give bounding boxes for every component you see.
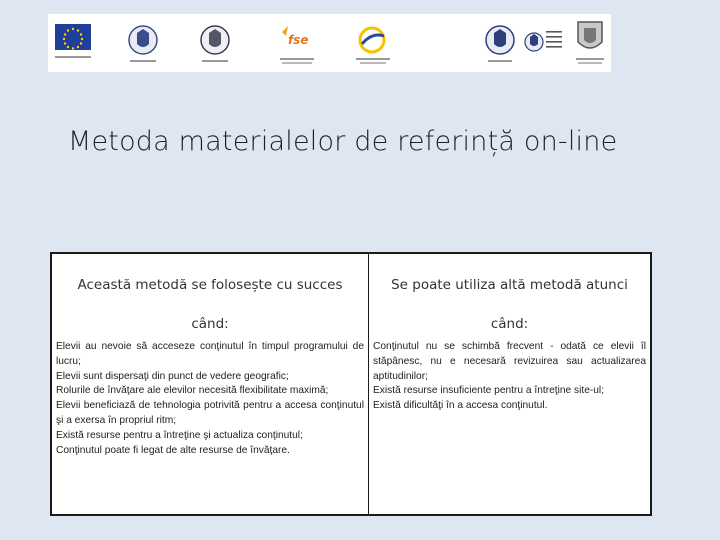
column-header-alternative bbox=[369, 275, 650, 334]
ministry-education-logo bbox=[524, 14, 564, 72]
list-item: Rolurile de învăţare ale elevilor necesită flexibilitate maximă; bbox=[56, 385, 329, 397]
column-alternative-method bbox=[369, 253, 652, 515]
header-alt-line2: când: bbox=[490, 316, 529, 332]
header-use-line1: Această metodă se folosește cu succes bbox=[77, 277, 343, 293]
structural-instruments-logo bbox=[350, 14, 394, 72]
column-header-use bbox=[52, 275, 368, 334]
alternative-conditions-list bbox=[369, 340, 650, 414]
slide-title: Metoda materialelor de referință on-line bbox=[68, 126, 618, 157]
header-use-line2: când: bbox=[191, 316, 229, 332]
list-item: Există resurse pentru a întreţine şi actualiza conţinutul; bbox=[56, 429, 303, 441]
ministry-labour-logo bbox=[198, 14, 232, 72]
list-item: Elevii au nevoie să acceseze conţinutul în timpul programului de lucru; bbox=[56, 341, 364, 367]
list-item: Conţinutul poate fi legat de alte resurse de învăţare. bbox=[56, 444, 290, 456]
partner-logos-strip bbox=[48, 14, 611, 72]
svg-text:fse: fse bbox=[288, 33, 309, 47]
list-item: Elevii beneficiază de tehnologia potrivită pentru a accesa conţinutul şi a exersa în propriul ritm; bbox=[56, 400, 364, 426]
list-item: Elevii sunt dispersaţi din punct de vedere geografic; bbox=[56, 370, 289, 382]
use-conditions-list bbox=[52, 340, 368, 458]
list-item: Există resurse insuficiente pentru a întreţine site-ul; bbox=[373, 385, 605, 397]
list-item: Conţinutul nu se schimbă frecvent - odată ce elevii îl stăpânesc, nu e necesară revizuirea sau actualizarea aptitudinilor; bbox=[373, 341, 646, 382]
header-alt-line1: Se poate utiliza altă metodă atunci bbox=[391, 277, 628, 293]
oirposdru-logo bbox=[482, 14, 518, 72]
comparison-table bbox=[50, 252, 652, 516]
column-use-method bbox=[51, 253, 369, 515]
fse-logo bbox=[274, 14, 318, 72]
university-crest-logo bbox=[570, 14, 610, 72]
government-logo bbox=[126, 14, 160, 72]
eu-flag-logo bbox=[52, 14, 92, 72]
list-item: Există dificultăţi în a accesa conţinutul. bbox=[373, 400, 548, 412]
